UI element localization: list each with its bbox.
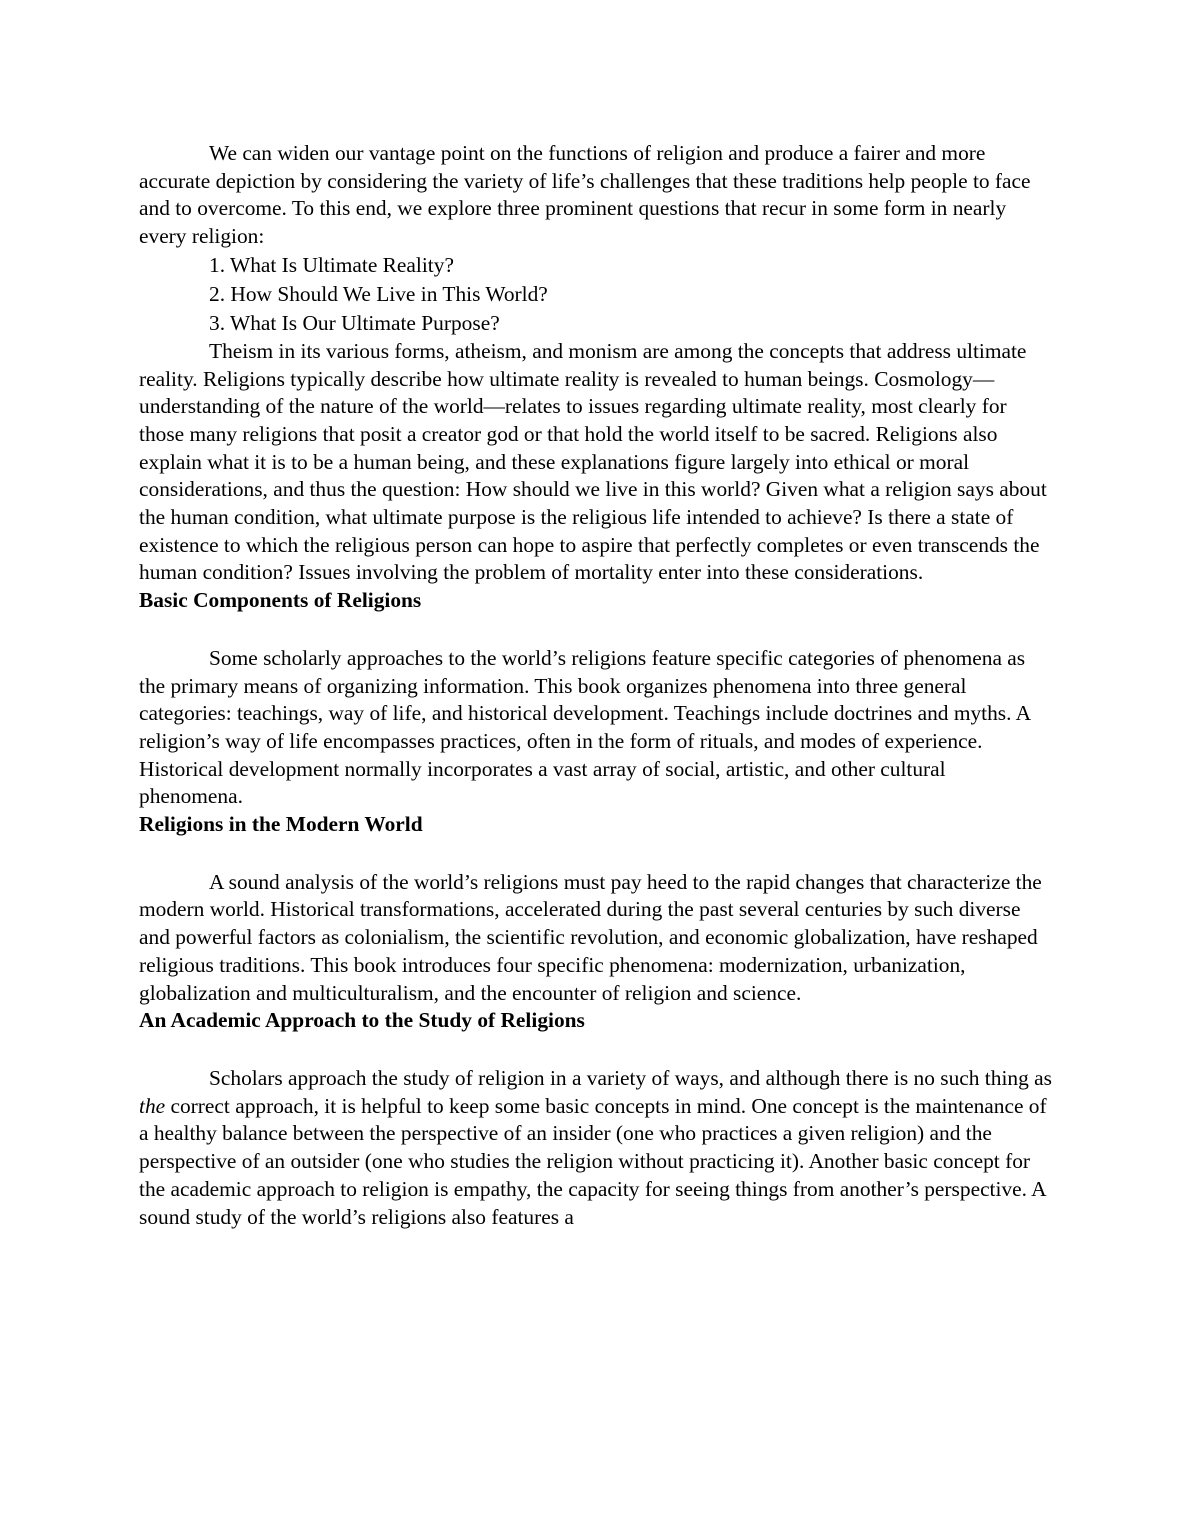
body-text-segment: correct approach, it is helpful to keep some basic concepts in mind. One concept is the maintenance of a healthy balance between the perspective of an insider (one who practices a given religion) and the perspective of an outsider (one who studies the religion without practicing it). Another basic concept for the academic approach to religion is empathy, the capacity for seeing things from another’s perspective. A sound study of the world’s religions also features a — [139, 1093, 1047, 1229]
italic-emphasis: the — [139, 1093, 166, 1118]
question-item: 1. What Is Ultimate Reality? — [209, 252, 454, 277]
section-heading-academic-approach: An Academic Approach to the Study of Religions — [139, 1008, 585, 1033]
question-item: 2. How Should We Live in This World? — [209, 281, 548, 306]
section-body-modern-world: A sound analysis of the world’s religions must pay heed to the rapid changes that characterize the modern world. Historical transformations, accelerated during the past several centuries by such diverse and powerful factors as colonialism, the scientific revolution, and economic globalization, have reshaped religious traditions. This book introduces four specific phenomena: modernization, urbanization, globalization and multiculturalism, and the encounter of religion and science. — [139, 869, 1042, 1005]
question-item: 3. What Is Our Ultimate Purpose? — [209, 310, 500, 335]
document-body — [139, 140, 1054, 1231]
questions-list — [139, 251, 1054, 338]
intro-paragraph-2: Theism in its various forms, atheism, and monism are among the concepts that address ultimate reality. Religions typically describe how ultimate reality is revealed to human beings. Cosmology—understanding of the nature of the world—relates to issues regarding ultimate reality, most clearly for those many religions that posit a creator god or that hold the world itself to be sacred. Religions also explain what it is to be a human being, and these explanations figure largely into ethical or moral considerations, and thus the question: How should we live in this world? Given what a religion says about the human condition, what ultimate purpose is the religious life intended to achieve? Is there a state of existence to which the religious person can hope to aspire that perfectly completes or even transcends the human condition? Issues involving the problem of mortality enter into these considerations. — [139, 338, 1047, 585]
body-text-segment: Scholars approach the study of religion in a variety of ways, and although there is no such thing as — [209, 1065, 1052, 1090]
section-body-basic-components: Some scholarly approaches to the world’s religions feature specific categories of phenomena as the primary means of organizing information. This book organizes phenomena into three general categories: teachings, way of life, and historical development. Teachings include doctrines and myths. A religion’s way of life encompasses practices, often in the form of rituals, and modes of experience. Historical development normally incorporates a vast array of social, artistic, and other cultural phenomena. — [139, 645, 1030, 809]
section-heading-modern-world: Religions in the Modern World — [139, 812, 423, 837]
section-heading-basic-components: Basic Components of Religions — [139, 588, 422, 613]
intro-paragraph: We can widen our vantage point on the functions of religion and produce a fairer and more accurate depiction by considering the variety of life’s challenges that these traditions help people to face and to overcome. To this end, we explore three prominent questions that recur in some form in nearly every religion: — [139, 141, 1031, 249]
section-body-academic-approach — [139, 1065, 1054, 1231]
